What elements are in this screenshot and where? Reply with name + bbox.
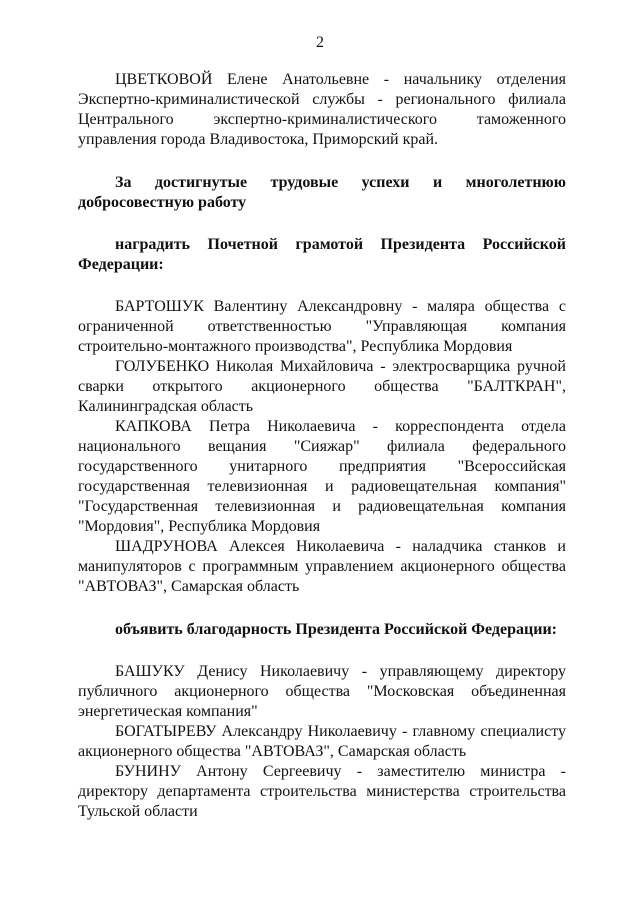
gratitude-recipient: БУНИНУ Антону Сергеевичу - заместителю министра - директору департамента строительства министерства строительства Тульской области xyxy=(78,763,566,820)
award-heading: наградить Почетной грамотой Президента Российской Федерации: xyxy=(78,236,566,273)
award-recipient: БАРТОШУК Валентину Александровну - маляра общества с ограниченной ответственностью "Управляющая компания строительно-монтажного производства", Республика Мордовия xyxy=(78,298,566,355)
award-recipient: КАПКОВА Петра Николаевича - корреспондента отдела национального вещания "Сияжар" филиала федерального государственного унитарного предприятия "Всероссийская государственная телевизионная и радиовещательная компания" "Государственная телевизионная и радиовещательная компания "Мордовия", Республика Мордовия xyxy=(78,418,566,535)
gratitude-heading: объявить благодарность Президента Российской Федерации: xyxy=(115,621,557,638)
gratitude-recipient: БОГАТЫРЕВУ Александру Николаевичу - главному специалисту акционерного общества "АВТОВАЗ", Самарская область xyxy=(78,723,566,760)
reason-paragraph: За достигнутые трудовые успехи и многолетнюю добросовестную работу xyxy=(78,174,566,211)
page-number: 2 xyxy=(316,34,324,51)
award-recipients-list xyxy=(78,297,566,597)
document-body xyxy=(78,70,566,822)
gratitude-recipients-list xyxy=(78,662,566,822)
award-recipient: ШАДРУНОВА Алексея Николаевича - наладчика станков и манипуляторов с программным управлением акционерного общества "АВТОВАЗ", Самарская область xyxy=(78,538,566,595)
intro-person-paragraph: ЦВЕТКОВОЙ Елене Анатольевне - начальнику отделения Экспертно-криминалистической службы - регионального филиала Центрального экспертно-криминалистического таможенного управления города Владивостока, Приморский край. xyxy=(78,71,566,148)
gratitude-recipient: БАШУКУ Денису Николаевичу - управляющему директору публичного акционерного общества "Московская объединенная энергетическая компания" xyxy=(78,663,566,720)
award-recipient: ГОЛУБЕНКО Николая Михайловича - электросварщика ручной сварки открытого акционерного общества "БАЛТКРАН", Калининградская область xyxy=(78,358,566,415)
